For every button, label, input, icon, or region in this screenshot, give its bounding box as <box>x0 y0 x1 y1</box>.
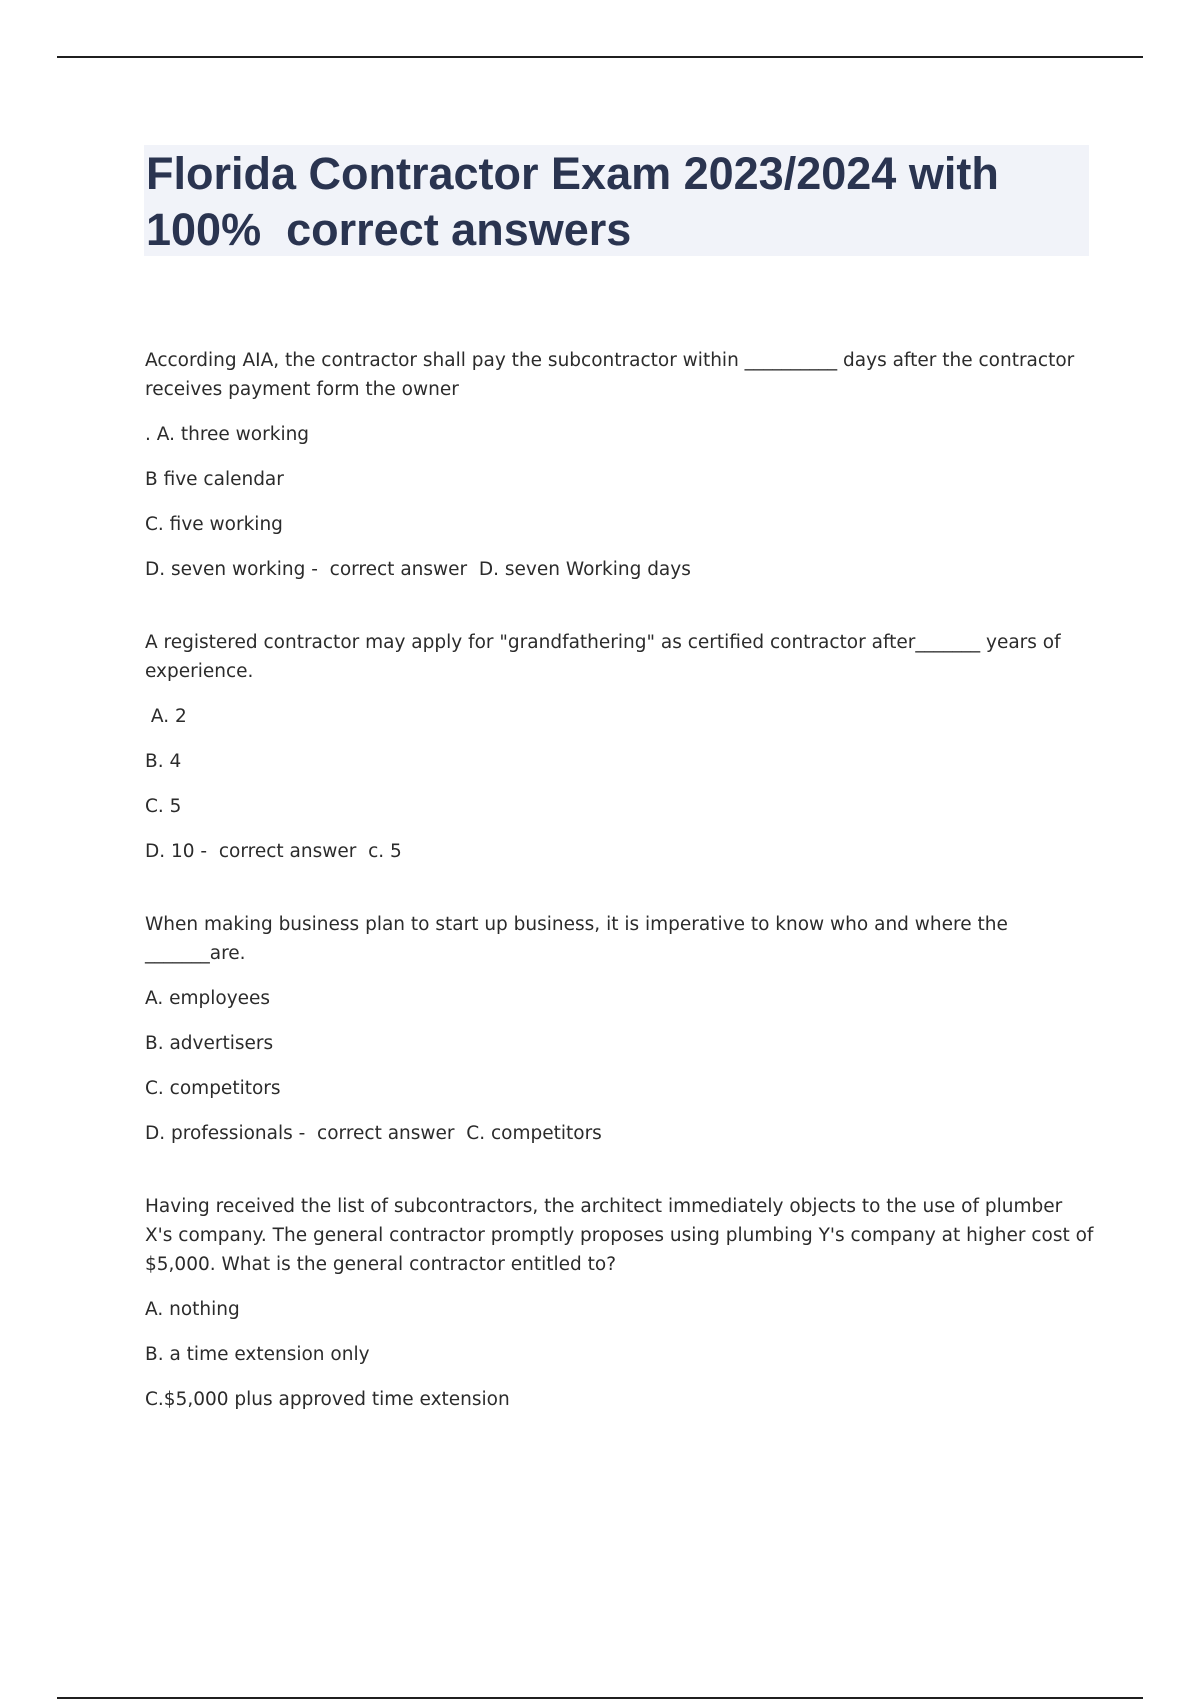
page-title: Florida Contractor Exam 2023/2024 with 100% correct answers <box>146 148 999 255</box>
question-4 <box>145 1192 1100 1414</box>
question-2 <box>145 628 1095 866</box>
option-b: B. a time extension only <box>145 1344 370 1365</box>
option-d-with-answer: D. professionals - correct answer C. competitors <box>145 1123 602 1144</box>
option-c: C.$5,000 plus approved time extension <box>145 1389 510 1410</box>
option-d-with-answer: D. seven working - correct answer D. seven Working days <box>145 559 691 580</box>
option-d-with-answer: D. 10 - correct answer c. 5 <box>145 841 402 862</box>
option-c: C. competitors <box>145 1078 281 1099</box>
question-1 <box>145 346 1095 584</box>
question-text: Having received the list of subcontractors, the architect immediately objects to the use of plumber X's company. The general contractor promptly proposes using plumbing Y's company at higher cost of $5,000. What is the general contractor entitled to? <box>145 1196 1100 1275</box>
question-text: When making business plan to start up business, it is imperative to know who and where the _______are. <box>145 914 1014 964</box>
question-text: A registered contractor may apply for "grandfathering" as certified contractor after_______ years of experience. <box>145 632 1067 682</box>
option-b: B five calendar <box>145 469 284 490</box>
option-a: A. nothing <box>145 1299 240 1320</box>
option-a: A. 2 <box>145 706 187 727</box>
header-rule <box>57 56 1143 58</box>
option-b: B. advertisers <box>145 1033 274 1054</box>
option-a: . A. three working <box>145 424 310 445</box>
option-c: C. five working <box>145 514 283 535</box>
question-3 <box>145 910 1095 1148</box>
footer-rule <box>57 1697 1143 1699</box>
question-list <box>145 346 1100 1458</box>
question-text: According AIA, the contractor shall pay the subcontractor within __________ days after the contractor receives payment form the owner <box>145 350 1081 400</box>
option-a: A. employees <box>145 988 271 1009</box>
option-b: B. 4 <box>145 751 182 772</box>
option-c: C. 5 <box>145 796 182 817</box>
